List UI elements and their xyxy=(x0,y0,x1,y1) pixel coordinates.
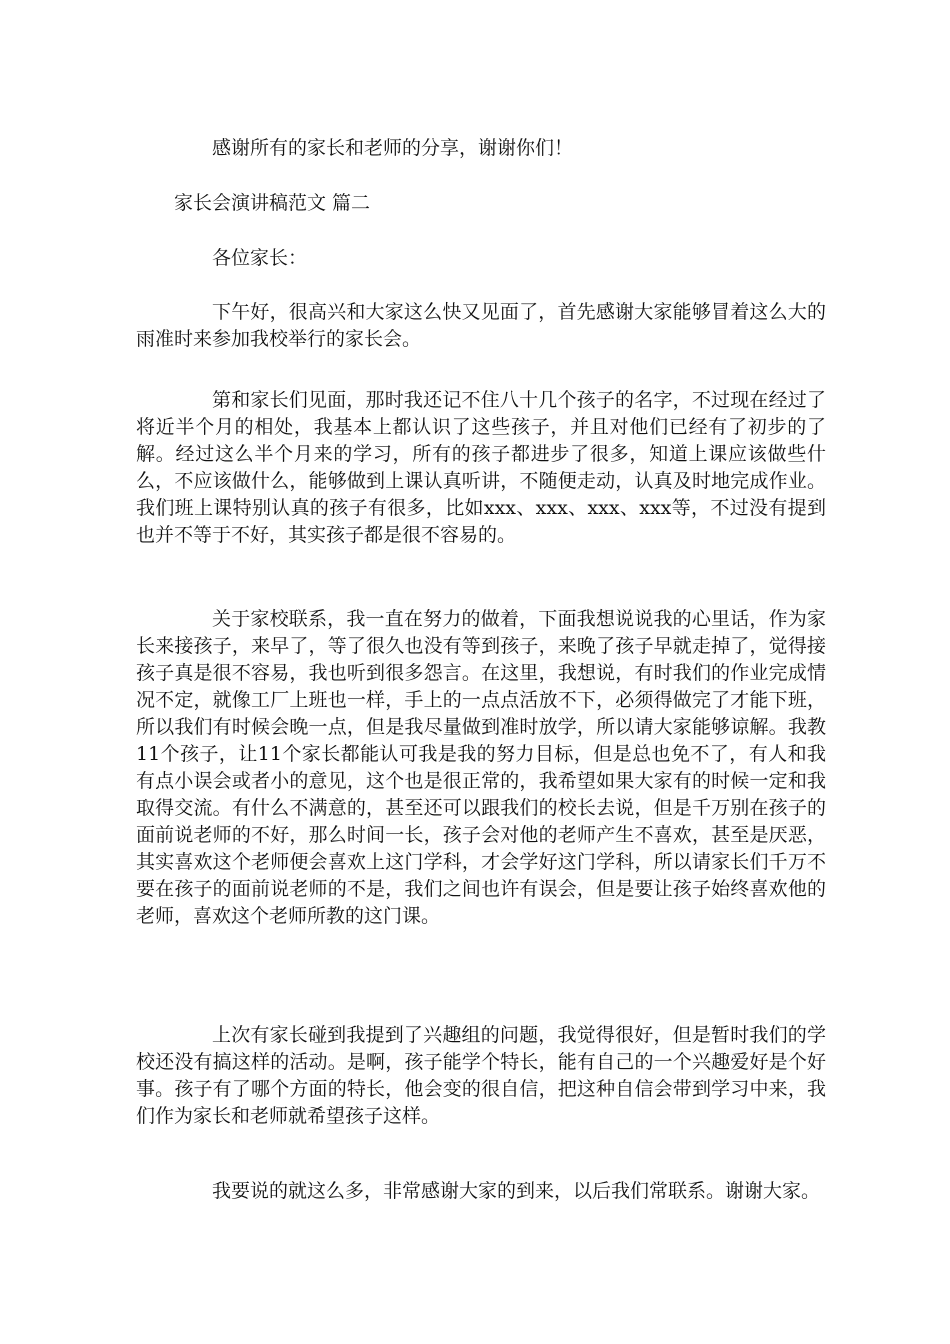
body-paragraph-4: 上次有家长碰到我提到了兴趣组的问题，我觉得很好，但是暂时我们的学校还没有搞这样的活动。是啊，孩子能学个特长，能有自己的一个兴趣爱好是个好事。孩子有了哪个方面的特长，他会变的很自信，把这种自信会带到学习中来，我们作为家长和老师就希望孩子这样。 xyxy=(136,1024,826,1127)
thanks-paragraph: 感谢所有的家长和老师的分享，谢谢你们！ xyxy=(212,137,574,159)
body-paragraph-1: 下午好，很高兴和大家这么快又见面了，首先感谢大家能够冒着这么大的雨准时来参加我校举行的家长会。 xyxy=(136,301,826,350)
section-title: 家长会演讲稿范文 篇二 xyxy=(174,192,371,214)
greeting-paragraph: 各位家长： xyxy=(212,247,308,269)
body-paragraph-3: 关于家校联系，我一直在努力的做着，下面我想说说我的心里话，作为家长来接孩子，来早了，等了很久也没有等到孩子，来晚了孩子早就走掉了，觉得接孩子真是很不容易，我也听到很多怨言。在这里，我想说，有时我们的作业完成情况不定，就像工厂上班也一样，手上的一点点活放不下，必须得做完了才能下班，所以我们有时候会晚一点，但是我尽量做到准时放学，所以请大家能够谅解。我教11个孩子，让11个家长都能认可我是我的努力目标，但是总也免不了，有人和我有点小误会或者小的意见，这个也是很正常的，我希望如果大家有的时候一定和我取得交流。有什么不满意的，甚至还可以跟我们的校长去说，但是千万别在孩子的面前说老师的不好，那么时间一长，孩子会对他的老师产生不喜欢，甚至是厌恶，其实喜欢这个老师便会喜欢上这门学科，才会学好这门学科，所以请家长们千万不要在孩子的面前说老师的不是，我们之间也许有误会，但是要让孩子始终喜欢他的老师，喜欢这个老师所教的这门课。 xyxy=(136,608,826,927)
body-paragraph-2: 第和家长们见面，那时我还记不住八十几个孩子的名字，不过现在经过了将近半个月的相处，我基本上都认识了这些孩子，并且对他们已经有了初步的了解。经过这么半个月来的学习，所有的孩子都进步了很多，知道上课应该做些什么，不应该做什么，能够做到上课认真听讲，不随便走动，认真及时地完成作业。我们班上课特别认真的孩子有很多，比如xxx、xxx、xxx、xxx等，不过没有提到也并不等于不好，其实孩子都是很不容易的。 xyxy=(136,389,826,546)
body-paragraph-5: 我要说的就这么多，非常感谢大家的到来，以后我们常联系。谢谢大家。 xyxy=(212,1180,821,1202)
